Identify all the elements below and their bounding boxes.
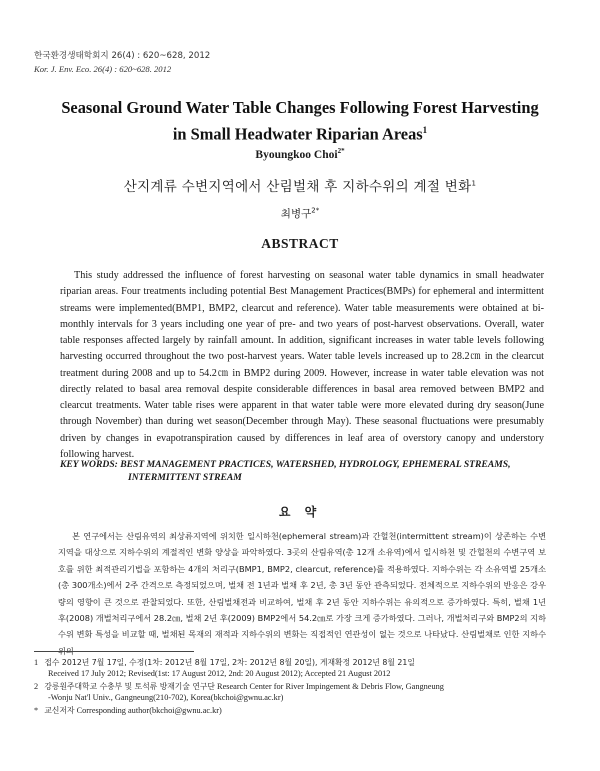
korean-abstract-body: 본 연구에서는 산림유역의 최상류지역에 위치한 일시하천(ephemeral stream)과 간헐천(intermittent stream)이 상존하는 수변지역을 대상으로 지하수위의 계절적인 변화 양상을 파악하였다. 3곳의 산림유역(총 12개 소유역)에서 일시하천 및 간헐천의 수변구역 보호를 위한 최적관리기법을 포함하는 4개의 처리구(BMP1, BMP2, clearcut, reference)를 적용하였다. 지하수위는 각 소유역별 25개소(총 300개소)에서 2주 간격으로 측정되었으며, 벌채 전 1년과 벌채 후 2년, 총 3년 동안 관측되었다. 전체적으로 지하수위의 반응은 강우량의 영향이 큰 것으로 관찰되었다. 또한, 산림벌채전과 비교하여, 벌채 후 2년 동안 지하수위는 유의적으로 증가하였다. 특히, 벌채 1년 후(2008) 개벌처리구에서 28.2㎝, 벌채 2년 후(2009) BMP2에서 54.2㎝로 가장 크게 증가하였다. 그러나, 개벌처리구와 BMP2의 지하수위 변화 특성을 비교할 때, 벌채된 목재의 재적과 지하수위의 변화는 직접적인 연관성이 없는 것으로 나타났다. 산림벌채로 인한 지하수위의: [58, 531, 546, 656]
paper-title-line2: [30, 119, 570, 145]
paper-title-korean-text: 산지계류 수변지역에서 산림벌채 후 지하수위의 계절 변화: [123, 179, 472, 195]
paper-title-line1: Seasonal Ground Water Table Changes Following Forest Harvesting: [61, 98, 539, 117]
abstract-heading: ABSTRACT: [261, 236, 339, 251]
author-korean-name: 최병구: [280, 208, 312, 220]
footnote-3-marker: *: [34, 706, 39, 715]
author-name: Byoungkoo Choi: [255, 148, 338, 161]
author-korean: [0, 206, 600, 221]
author-footnote-marker: 2*: [337, 147, 345, 155]
footnote-2-english: Research Center for River Impingement & Debris Flow, Gangneung: [217, 682, 444, 691]
paper-title-line2-text: in Small Headwater Riparian Areas: [172, 124, 423, 144]
keywords-values: BEST MANAGEMENT PRACTICES, WATERSHED, HYDROLOGY, EPHEMERAL STREAMS, INTERMITTENT STREAM: [120, 459, 511, 483]
title-korean-footnote-marker: 1: [471, 179, 477, 188]
korean-abstract-heading: 요 약: [278, 505, 322, 519]
footnote-2: [34, 681, 554, 703]
footnote-1-korean: 접수 2012년 7월 17일, 수정(1차: 2012년 8월 17일, 2차: 2012년 8월 20일), 게재확정 2012년 8월 21일: [44, 658, 415, 667]
paper-title: [30, 96, 570, 145]
author-english: [0, 147, 600, 161]
keywords: [60, 459, 544, 484]
footnote-2-address: -Wonju Nat'l Univ., Gangneung(210-702), Korea(bkchoi@gwnu.ac.kr): [48, 693, 284, 702]
title-footnote-marker: 1: [422, 125, 428, 135]
footnote-3-korean: 교신저자: [44, 706, 75, 715]
footnote-1-marker: 1: [34, 658, 39, 667]
footnote-1-english: Received 17 July 2012; Revised(1st: 17 August 2012, 2nd: 20 August 2012); Accepted 21 August 2012: [48, 669, 391, 678]
footnotes: [34, 657, 554, 718]
footnote-1: [34, 657, 554, 679]
footnote-3: [34, 705, 554, 716]
journal-citation: [34, 50, 210, 76]
paper-title-korean: [0, 175, 600, 195]
journal-citation-korean: 한국환경생태학회지 26(4) : 620~628, 2012: [34, 51, 211, 61]
footnote-2-korean: 강릉원주대학교 수충부 및 토석류 방재기술 연구단: [44, 682, 215, 691]
author-korean-footnote-marker: 2*: [311, 206, 320, 215]
abstract-body: This study addressed the influence of forest harvesting on seasonal water table dynamics in small headwater riparian areas. Four treatments including potential Best Management Practices(BMPs) for ephemeral and intermittent streams were implemented(BMP1, BMP2, clearcut and reference). Water table measurements were obtained at bi-monthly intervals for 3 years including one year of pre- and two years of post-harvest observations. Overall, water table responses affected largely by rainfall amount. In addition, significant increases in water table levels following harvesting occurred throughout the two post-harvest years. Water table levels increased up to 28.2㎝ in the clearcut treatment during 2008 and up to 54.2㎝ in BMP2 during 2009. However, increase in water table elevation was not directly related to basal area removal despite considerable differences in basal area removed between BMP2 and clearcut treatments. Water table rises were apparent in that water table were more elevated during dry season(June through November) than during wet season(December through May). These seasonal fluctuations were presumably driven by changes in evapotranspiration caused by differences in leaf area of overstory canopy and understory following harvest.: [60, 270, 544, 460]
footnote-2-marker: 2: [34, 682, 39, 691]
keywords-label: KEY WORDS:: [60, 459, 118, 470]
footnote-divider: [34, 651, 194, 652]
footnote-3-english: Corresponding author(bkchoi@gwnu.ac.kr): [76, 706, 222, 715]
journal-citation-english: Kor. J. Env. Eco. 26(4) : 620~628. 2012: [34, 64, 172, 74]
